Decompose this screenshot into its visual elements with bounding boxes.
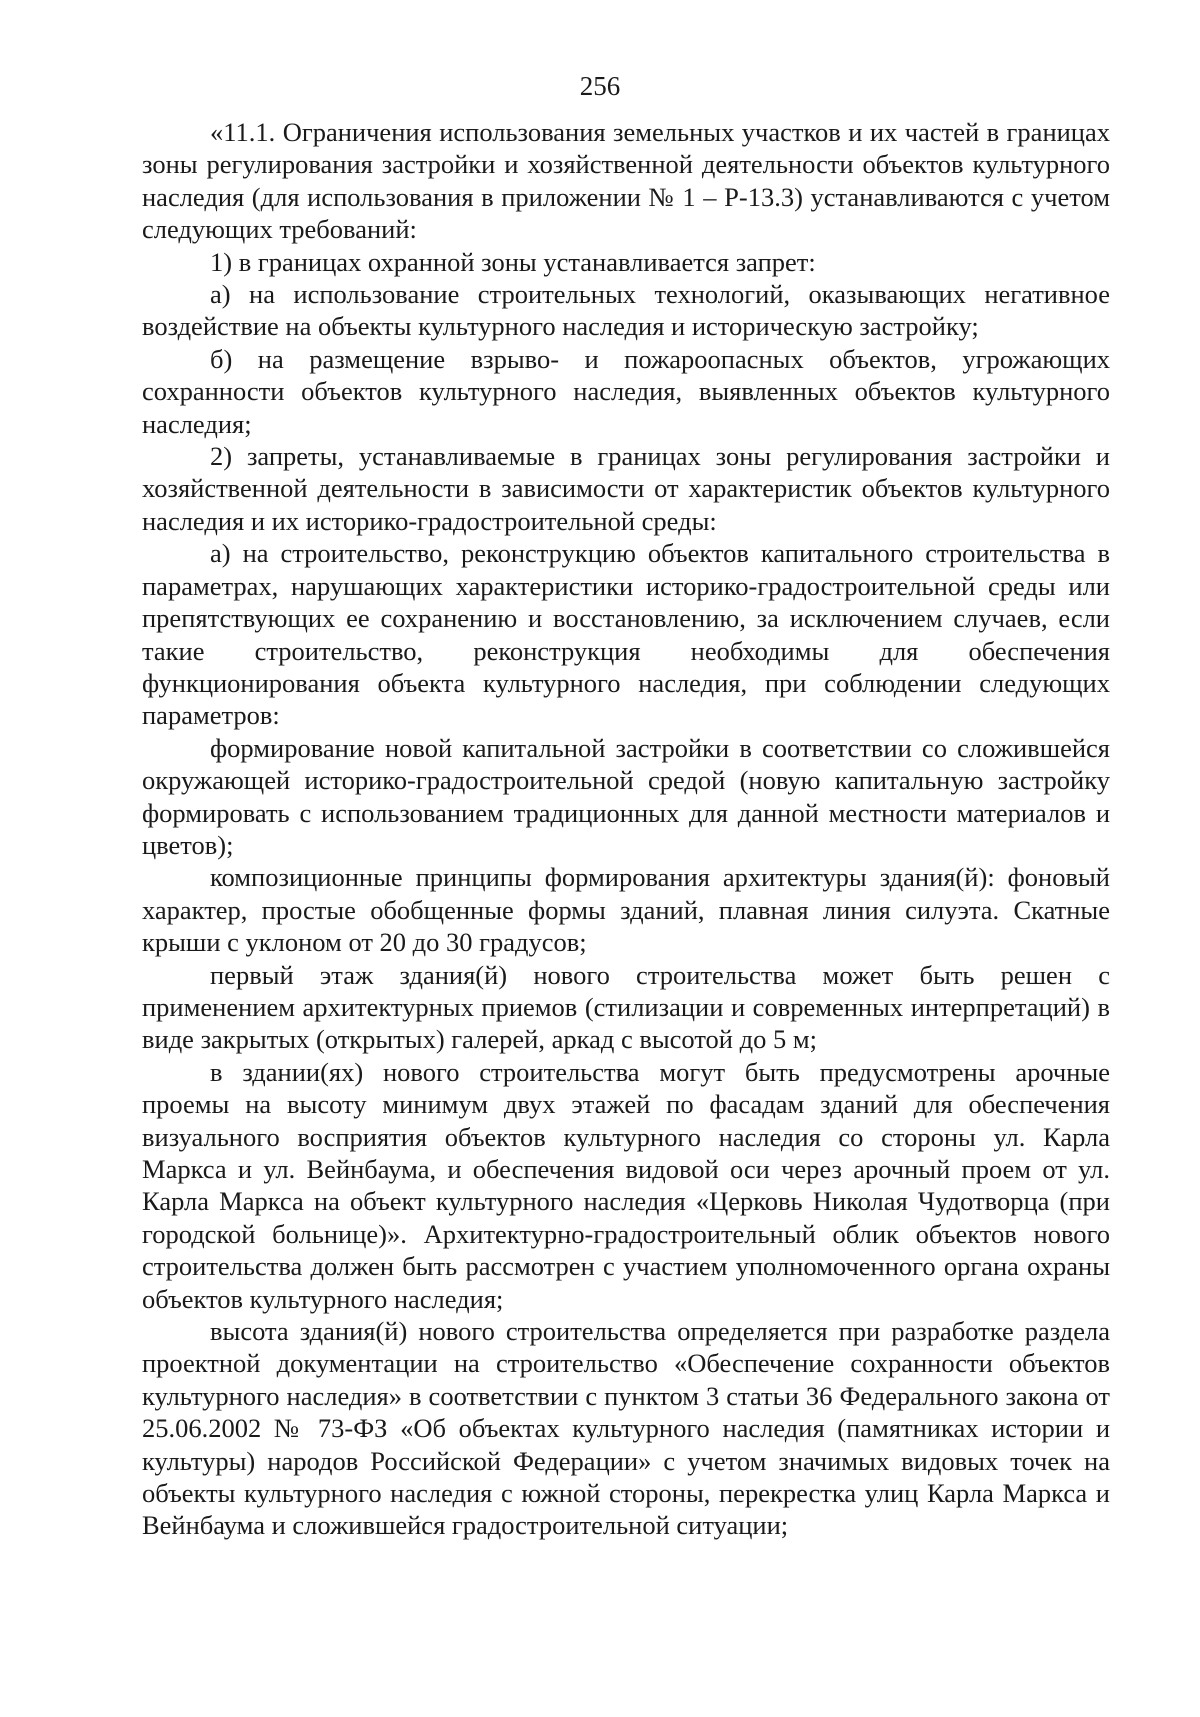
paragraph-arch-openings: в здании(ях) нового строительства могут быть предусмотрены арочные проемы на высоту минимум двух этажей по фасадам зданий для обеспечения визуального восприятия объектов культурного наследия со стороны ул. Карла Маркса и ул. Вейнбаума, и обеспечения видовой оси через арочный проем от ул. Карла Маркса на объект культурного наследия «Церковь Николая Чудотворца (при городской больнице)». Архитектурно-градостроительный облик объектов нового строительства должен быть рассмотрен с участием уполномоченного органа охраны объектов культурного наследия; [142,1056,1110,1314]
paragraph-building-height: высота здания(й) нового строительства определяется при разработке раздела проектной документации на строительство «Обеспечение сохранности объектов культурного наследия» в соответствии с пунктом 3 статьи 36 Федерального закона от 25.06.2002 № 73-ФЗ «Об объектах культурного наследия (памятниках истории и культуры) народов Российской Федерации» с учетом значимых видовых точек на объекты культурного наследия с южной стороны, перекрестка улиц Карла Маркса и Вейнбаума и сложившейся градостроительной ситуации; [142,1316,1110,1541]
document-body [142,116,1110,1542]
paragraph-item-2: 2) запреты, устанавливаемые в границах зоны регулирования застройки и хозяйственной деятельности в зависимости от характеристик объектов культурного наследия и их историко-градостроительной среды: [142,441,1110,536]
paragraph-new-development: формирование новой капитальной застройки в соответствии со сложившейся окружающей историко-градостроительной средой (новую капитальную застройку формировать с использованием традиционных для данной местности материалов и цветов); [142,732,1110,860]
page-number: 256 [579,71,621,101]
paragraph-composition-principles: композиционные принципы формирования архитектуры здания(й): фоновый характер, простые обобщенные формы зданий, плавная линия силуэта. Скатные крыши с уклоном от 20 до 30 градусов; [142,862,1110,958]
paragraph-item-1: 1) в границах охранной зоны устанавливается запрет: [210,246,816,277]
paragraph-intro: «11.1. Ограничения использования земельных участков и их частей в границах зоны регулирования застройки и хозяйственной деятельности объектов культурного наследия (для использования в приложении № 1 – Р-13.3) устанавливаются с учетом следующих требований: [142,117,1110,245]
paragraph-item-1b: б) на размещение взрыво- и пожароопасных объектов, угрожающих сохранности объектов культурного наследия, выявленных объектов культурного наследия; [142,343,1110,439]
paragraph-item-2a: а) на строительство, реконструкцию объектов капитального строительства в параметрах, нарушающих характеристики историко-градостроительной среды или препятствующих ее сохранению и восстановлению, за исключением случаев, если такие строительство, реконструкция необходимы для обеспечения функционирования объекта культурного наследия, при соблюдении следующих параметров: [142,538,1110,731]
paragraph-first-floor: первый этаж здания(й) нового строительства может быть решен с применением архитектурных приемов (стилизации и современных интерпретаций) в виде закрытых (открытых) галерей, аркад с высотой до 5 м; [142,959,1110,1055]
paragraph-item-1a: а) на использование строительных технологий, оказывающих негативное воздействие на объекты культурного наследия и историческую застройку; [142,279,1110,342]
